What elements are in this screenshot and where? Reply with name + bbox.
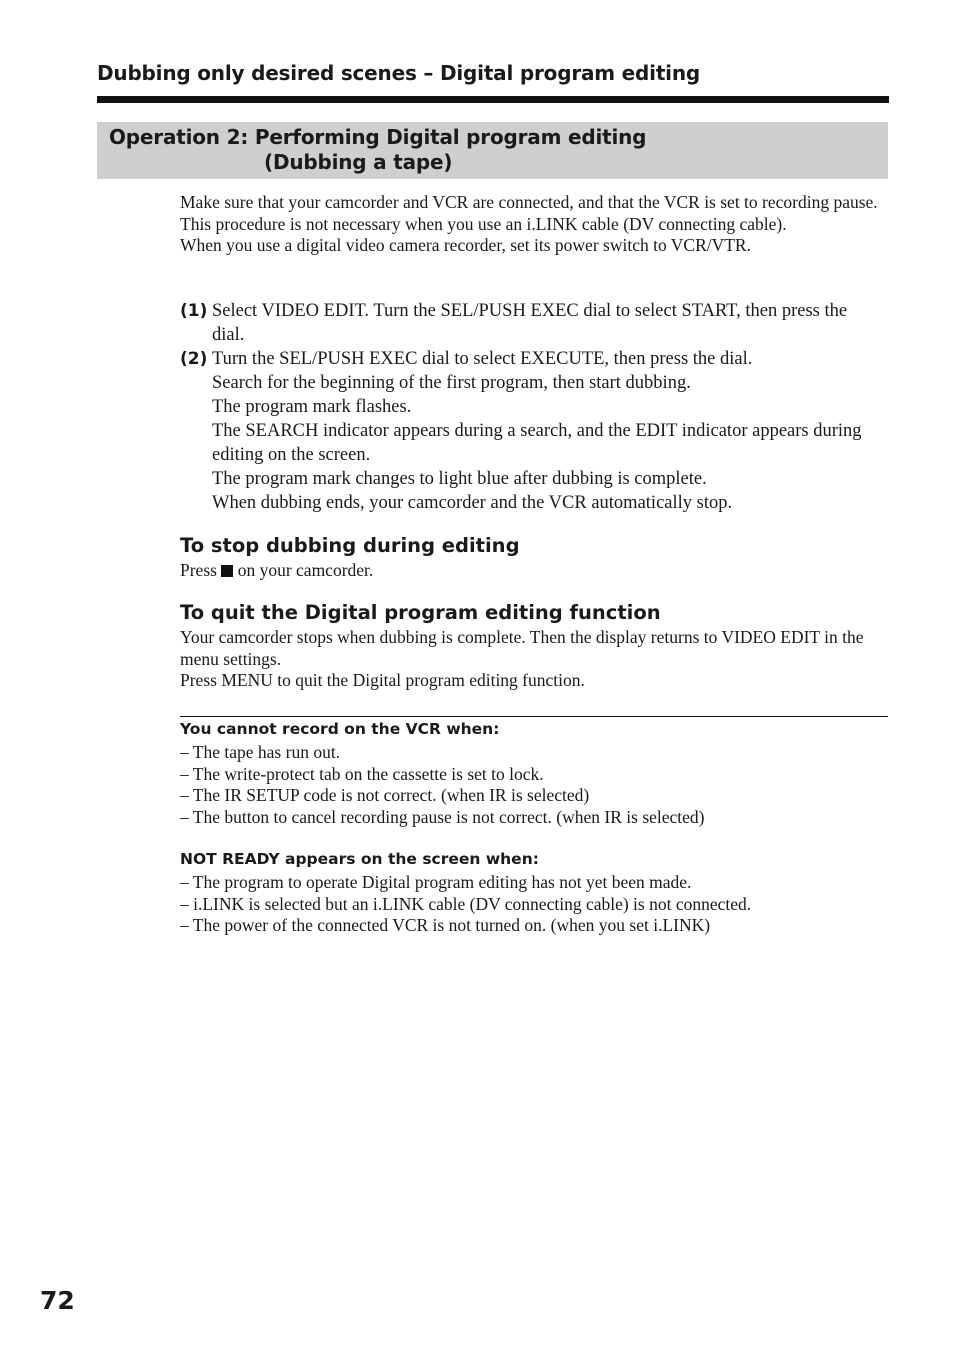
step-number: (2) — [180, 349, 208, 369]
note-item: – The tape has run out. — [180, 742, 341, 762]
note-item: – The button to cancel recording pause is not correct. (when IR is selected) — [180, 806, 705, 827]
step-number: (1) — [180, 301, 208, 321]
step-line: Turn the SEL/PUSH EXEC dial to select EXECUTE, then press the dial. — [212, 349, 753, 369]
page-header-title: Dubbing only desired scenes – Digital program editing — [97, 61, 700, 85]
intro-paragraph: When you use a digital video camera recorder, set its power switch to VCR/VTR. — [180, 235, 751, 255]
intro-paragraph: Make sure that your camcorder and VCR are connected, and that the VCR is set to recording pause. This procedure is not necessary when you use an i.LINK cable (DV connecting cable). — [180, 192, 878, 234]
stop-icon — [221, 565, 233, 577]
step-item — [180, 299, 880, 347]
note-item: – The write-protect tab on the cassette is set to lock. — [180, 763, 544, 784]
note-list — [180, 872, 888, 937]
notes-divider — [180, 716, 888, 717]
stop-dubbing-text — [180, 560, 880, 582]
step-body — [212, 299, 880, 347]
step-line: When dubbing ends, your camcorder and the VCR automatically stop. — [212, 493, 733, 513]
step-line: The program mark flashes. — [212, 397, 412, 417]
note-heading: You cannot record on the VCR when: — [180, 720, 500, 738]
quit-function-heading: To quit the Digital program editing function — [180, 601, 661, 624]
note-item: – The power of the connected VCR is not turned on. (when you set i.LINK) — [180, 915, 711, 935]
step-line: The SEARCH indicator appears during a search, and the EDIT indicator appears during editing on the screen. — [212, 421, 862, 465]
step-item — [180, 347, 880, 515]
stop-text-before: Press — [180, 560, 217, 580]
step-body — [212, 347, 880, 515]
note-item: – The program to operate Digital program editing has not yet been made. — [180, 872, 692, 892]
note-heading: NOT READY appears on the screen when: — [180, 850, 539, 868]
page-number: 72 — [40, 1286, 75, 1315]
quit-function-text — [180, 627, 880, 692]
note-item: – The IR SETUP code is not correct. (when IR is selected) — [180, 785, 590, 805]
operation-heading-box — [97, 122, 888, 179]
step-line: The program mark changes to light blue after dubbing is complete. — [212, 469, 707, 489]
step-line: Select VIDEO EDIT. Turn the SEL/PUSH EXEC dial to select START, then press the dial. — [212, 301, 848, 345]
quit-paragraph: Press MENU to quit the Digital program editing function. — [180, 670, 585, 690]
quit-paragraph: Your camcorder stops when dubbing is complete. Then the display returns to VIDEO EDIT in the menu settings. — [180, 627, 864, 669]
header-rule — [97, 96, 889, 103]
note-item: – i.LINK is selected but an i.LINK cable (DV connecting cable) is not connected. — [180, 893, 752, 914]
operation-heading-line1: Operation 2: Performing Digital program editing — [109, 125, 647, 149]
intro-text — [180, 192, 880, 257]
note-list — [180, 742, 888, 828]
operation-heading-line2: (Dubbing a tape) — [264, 150, 453, 174]
stop-text-after: on your camcorder. — [237, 560, 374, 580]
stop-dubbing-heading: To stop dubbing during editing — [180, 534, 520, 557]
step-list — [180, 299, 880, 515]
step-line: Search for the beginning of the first program, then start dubbing. — [212, 373, 691, 393]
